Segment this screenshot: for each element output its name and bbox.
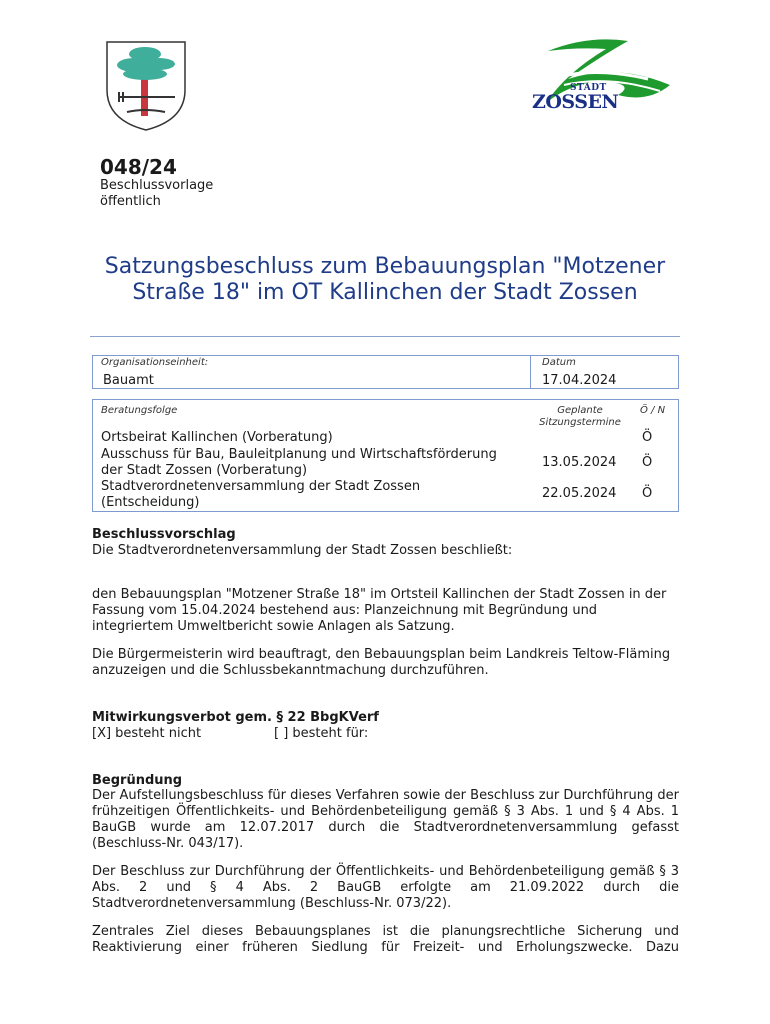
mitwirkungsverbot-heading: Mitwirkungsverbot gem. § 22 BbgKVerf (92, 710, 379, 725)
beratung-row-status: Ö (642, 455, 653, 470)
begruendung-paragraph: Der Beschluss zur Durchführung der Öffentlichkeits- und Behördenbeteiligung gemäß § 3 Abs. 2 und § 4 Abs. 2 BauGB erfolgte am 21.09.2022 durch die Stadtverordnetenversammlung (Beschluss-Nr. 073/22). (92, 864, 679, 911)
begruendung-paragraph: Der Aufstellungsbeschluss für dieses Verfahren sowie der Beschluss zur Durchführung der frühzeitigen Öffentlichkeits- und Behördenbeteiligung gemäß § 3 Abs. 1 und § 4 Abs. 1 BauGB wurde am 12.07.2017 durch die Stadtverordnetenversammlung gefasst (Beschluss-Nr. 043/17). (92, 788, 679, 851)
beratung-row-name: Ortsbeirat Kallinchen (Vorberatung) (101, 430, 333, 445)
begruendung-heading: Begründung (92, 773, 183, 788)
document-visibility-line: öffentlich (100, 194, 161, 209)
mitwirkung-option-for: [ ] besteht für: (274, 726, 369, 741)
page-title: Satzungsbeschluss zum Bebauungsplan "Motzener Straße 18" im OT Kallinchen der Stadt Zossen (104, 254, 666, 305)
planned-dates-label: Geplante Sitzungstermine (539, 405, 621, 428)
logo-text: ZOSSEN (532, 91, 619, 113)
org-unit-value: Bauamt (103, 373, 154, 388)
logo-small-text: STADT (570, 83, 607, 93)
beratungsfolge-box (92, 399, 679, 512)
public-status-label: Ö / N (640, 405, 666, 416)
org-unit-label: Organisationseinheit: (101, 357, 209, 368)
beschlussvorschlag-paragraph: Die Bürgermeisterin wird beauftragt, den Bebauungsplan beim Landkreis Teltow-Fläming anzuzeigen und die Schlussbekanntmachung durchzuführen. (92, 647, 671, 678)
beratung-row-name: Stadtverordnetenversammlung der Stadt Zossen (Entscheidung) (101, 479, 421, 510)
stadt-zossen-logo (528, 33, 678, 119)
beschlussvorschlag-intro: Die Stadtverordnetenversammlung der Stadt Zossen beschließt: (92, 543, 513, 558)
beratung-row-date: 13.05.2024 (542, 455, 617, 470)
document-number: 048/24 (100, 155, 177, 179)
document-type-line: Beschlussvorlage (100, 178, 214, 193)
beratung-row-status: Ö (642, 486, 653, 501)
title-divider (90, 336, 680, 337)
org-box-separator (530, 356, 531, 388)
beratungsfolge-label: Beratungsfolge (101, 405, 178, 416)
beschlussvorschlag-paragraph: den Bebauungsplan "Motzener Straße 18" im Ortsteil Kallinchen der Stadt Zossen in der Fassung vom 15.04.2024 bestehend aus: Planzeichnung mit Begründung und integriertem Umweltbericht sowie Anlagen als Satzung. (92, 587, 667, 634)
organisation-box (92, 355, 679, 389)
beschlussvorschlag-heading: Beschlussvorschlag (92, 527, 236, 542)
document-type (100, 178, 213, 210)
beratung-row-date: 22.05.2024 (542, 486, 617, 501)
mitwirkung-option-not: [X] besteht nicht (92, 726, 202, 741)
beratung-row-name: Ausschuss für Bau, Bauleitplanung und Wirtschaftsförderung der Stadt Zossen (Vorberatung) (101, 447, 497, 478)
begruendung-paragraph: Zentrales Ziel dieses Bebauungsplanes ist die planungsrechtliche Sicherung und Reaktivierung einer früheren Siedlung für Freizeit- und Erholungszwecke. Dazu (92, 924, 679, 955)
date-value: 17.04.2024 (542, 373, 617, 388)
beratung-row-status: Ö (642, 430, 653, 445)
coat-of-arms-icon (105, 40, 187, 132)
date-label: Datum (542, 357, 576, 368)
